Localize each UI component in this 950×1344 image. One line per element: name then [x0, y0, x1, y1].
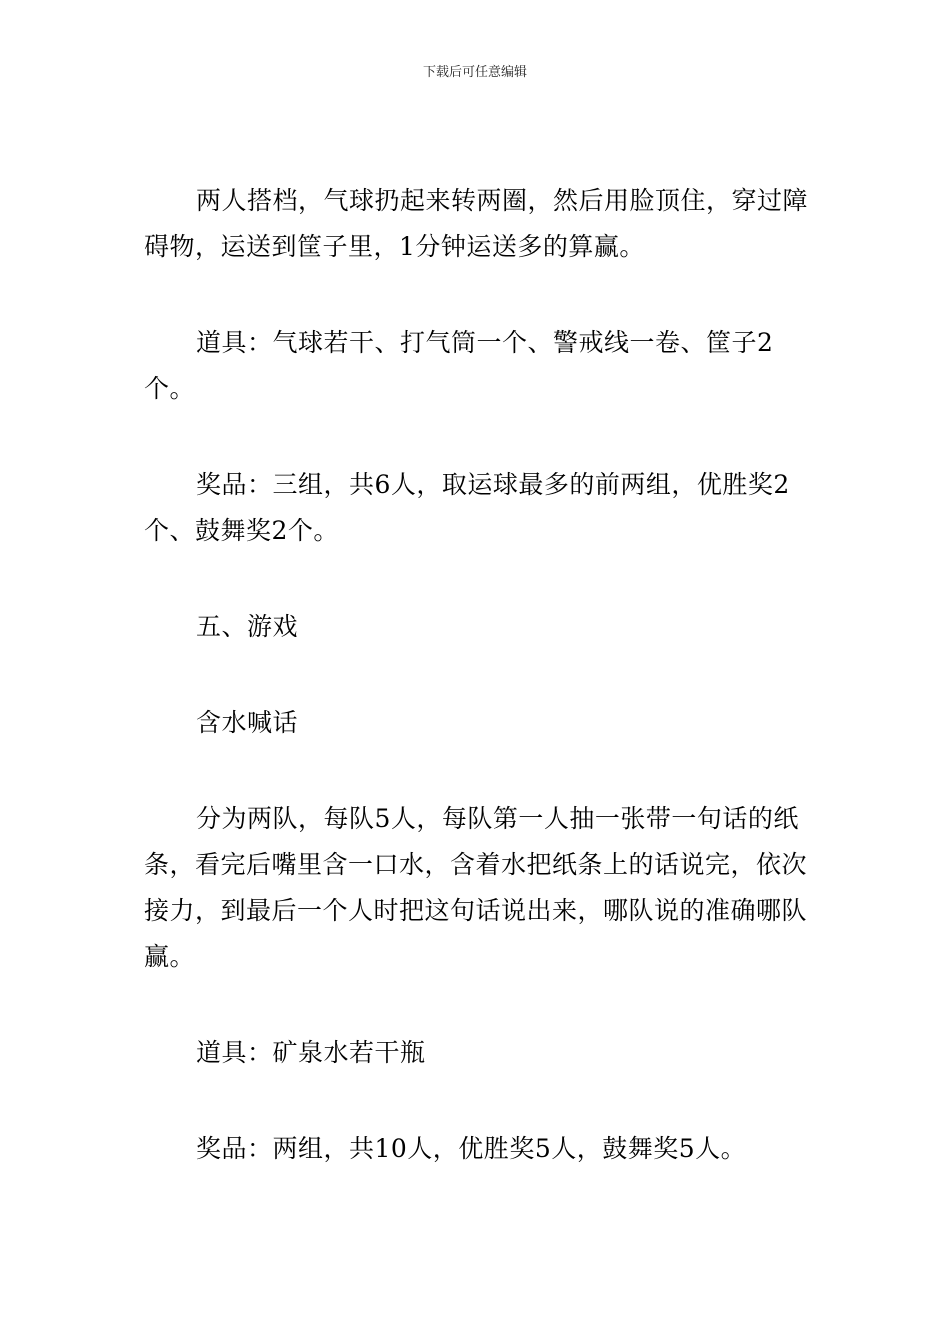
game-title: 含水喊话: [196, 708, 299, 737]
section-heading-games: 五、游戏: [196, 612, 299, 641]
paragraph-game-props: 道具：矿泉水若干瓶: [196, 1038, 426, 1067]
page-header: 下载后可任意编辑: [422, 65, 527, 80]
paragraph-balloon-rules: 两人搭档，气球扔起来转两圈，然后用脸顶住，穿过障碍物，运送到筐子里，1分钟运送多的算赢。: [144, 186, 809, 261]
paragraph-balloon-props: 道具：气球若干、打气筒一个、警戒线一卷、筐子2个。: [144, 328, 774, 403]
paragraph-game-prizes: 奖品：两组，共10人，优胜奖5人，鼓舞奖5人。: [196, 1134, 747, 1163]
paragraph-balloon-prizes: 奖品：三组，共6人，取运球最多的前两组，优胜奖2个、鼓舞奖2个。: [144, 470, 790, 545]
document-body: [144, 178, 812, 1222]
paragraph-game-rules: 分为两队，每队5人，每队第一人抽一张带一句话的纸条，看完后嘴里含一口水，含着水把纸条上的话说完，依次接力，到最后一个人时把这句话说出来，哪队说的准确哪队赢。: [144, 804, 808, 971]
